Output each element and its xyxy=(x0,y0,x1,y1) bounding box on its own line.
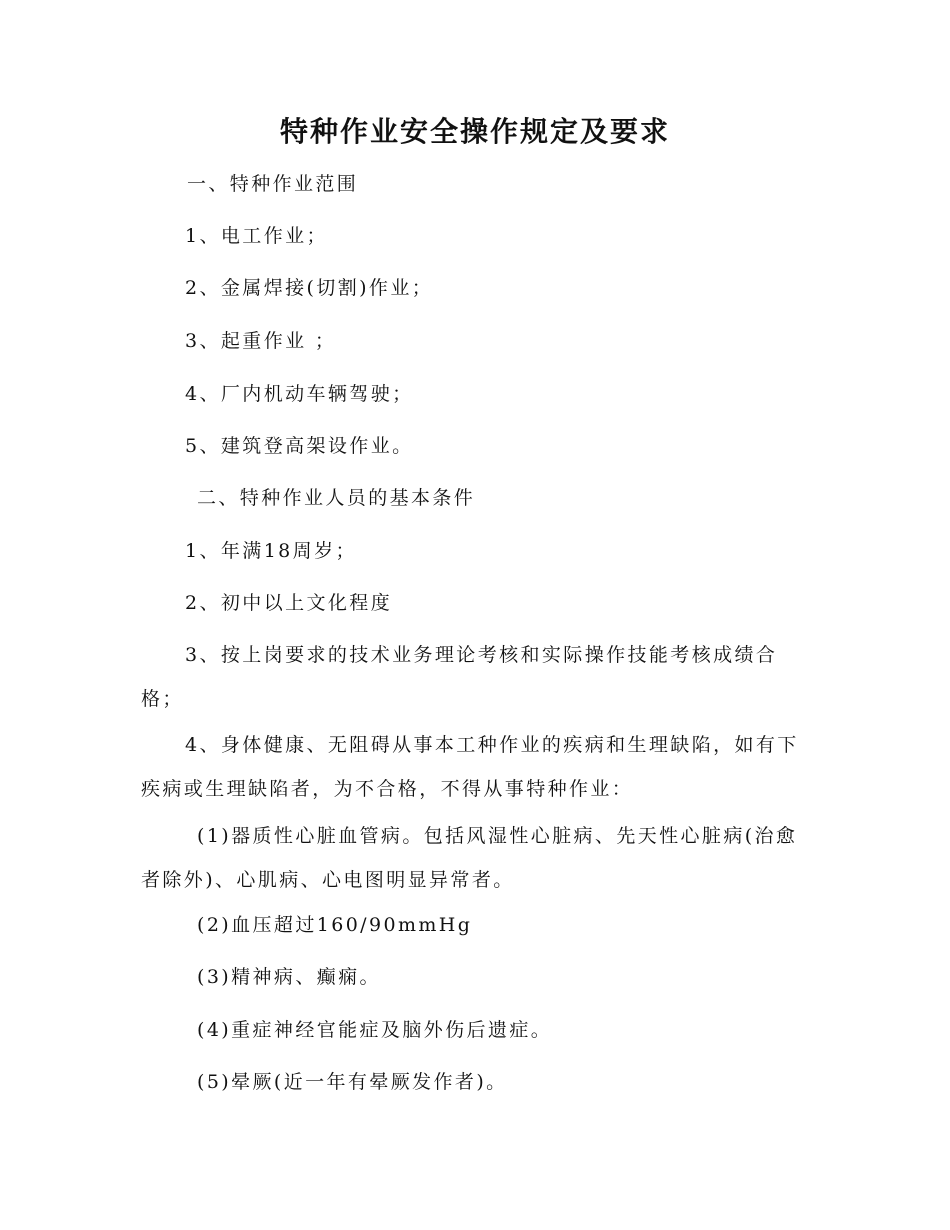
subitem-4: (4)重症神经官能症及脑外伤后遗症。 xyxy=(197,1019,553,1041)
subitem-2: (2)血压超过160/90mmHg xyxy=(197,914,473,936)
section2-item-1: 1、年满18周岁； xyxy=(185,540,357,562)
section1-heading: 一、特种作业范围 xyxy=(187,173,359,195)
subitem-3: (3)精神病、癫痫。 xyxy=(197,966,381,988)
section1-item-4: 4、厂内机动车辆驾驶； xyxy=(185,383,414,405)
document-title: 特种作业安全操作规定及要求 xyxy=(279,115,670,148)
section1-item-3: 3、起重作业 ； xyxy=(185,330,337,352)
subitem-5: (5)晕厥(近一年有晕厥发作者)。 xyxy=(197,1071,508,1093)
section2-item-2: 2、初中以上文化程度 xyxy=(185,592,393,614)
section2-item-3: 3、按上岗要求的技术业务理论考核和实际操作技能考核成绩合格； xyxy=(141,644,778,710)
section1-item-5: 5、建筑登高架设作业。 xyxy=(185,435,414,457)
section1-item-1: 1、电工作业； xyxy=(185,225,328,247)
subitem-1: (1)器质性心脏血管病。包括风湿性心脏病、先天性心脏病(治愈者除外)、心肌病、心电图明显异常者。 xyxy=(141,825,798,891)
section1-item-2: 2、金属焊接(切割)作业； xyxy=(185,277,434,299)
section2-item-4: 4、身体健康、无阻碍从事本工种作业的疾病和生理缺陷，如有下疾病或生理缺陷者，为不合格，不得从事特种作业： xyxy=(141,734,799,800)
section2-heading: 二、特种作业人员的基本条件 xyxy=(197,487,476,509)
